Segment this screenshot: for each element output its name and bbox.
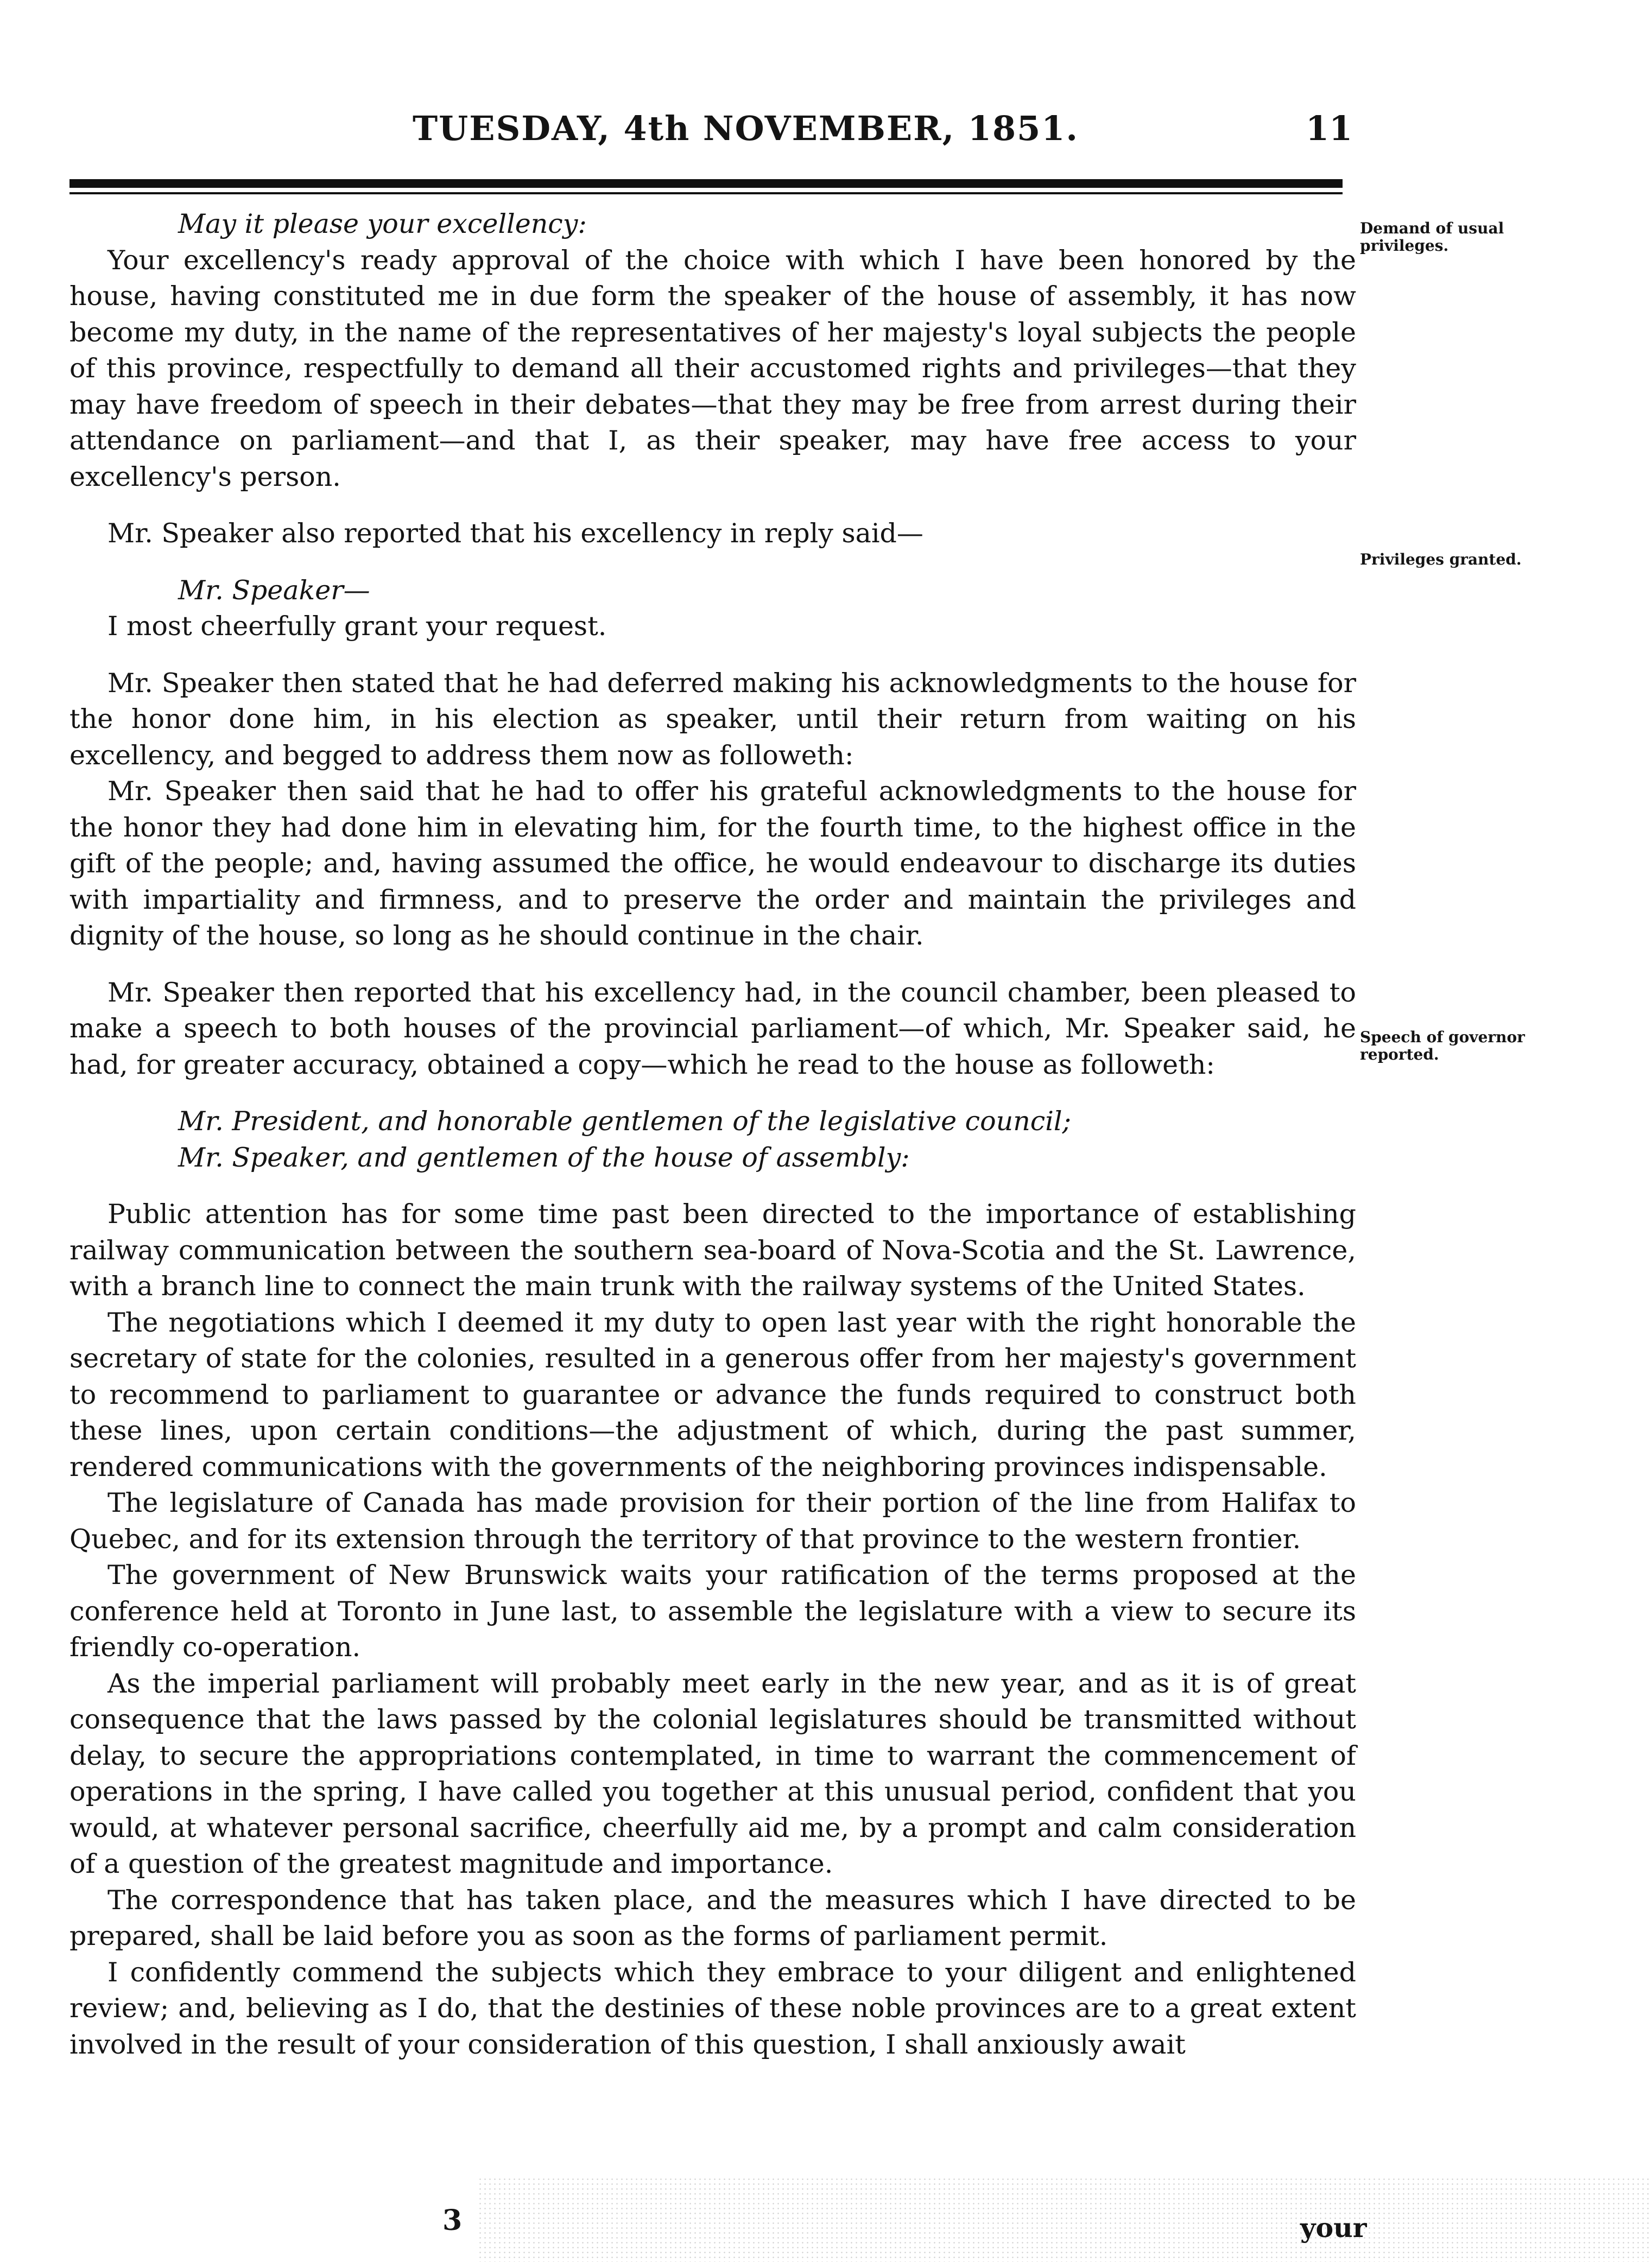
catchword: your [1300, 2212, 1367, 2244]
header-rule-thin [69, 192, 1343, 194]
address-line: Mr. Speaker, and gentlemen of the house of assembly: [178, 1142, 910, 1173]
salutation: May it please your excellency: [178, 208, 587, 239]
margin-note-granted: Privileges granted. [1360, 550, 1522, 568]
print-speckle [478, 2177, 1650, 2262]
salutation: Mr. Speaker— [178, 574, 370, 606]
paragraph: As the imperial parliament will probably meet early in the new year, and as it is of great consequence that the laws passed by the colonial legislatures should be transmitted without delay, to secure the appropriations contemplated, in time to warrant the commencement of operations in the spring, I have called you together at this unusual period, confident that you would, at whatever personal sacrifice, cheerfully aid me, by a prompt and calm consideration of a question of the greatest magnitude and importance. [69, 1668, 1356, 1879]
paragraph: The government of New Brunswick waits your ratification of the terms proposed at the conference held at Toronto in June last, to assemble the legislature with a view to secure its friendly co-operation. [69, 1560, 1356, 1663]
header-rule [69, 179, 1343, 188]
paragraph: Mr. Speaker then said that he had to offer his grateful acknowledgments to the house for the honor they had done him in elevating him, for the fourth time, to the highest office in the gift of the people; and, having assumed the office, he would endeavour to discharge its duties with impartiality and firmness, and to preserve the order and maintain the privileges and dignity of the house, so long as he should continue in the chair. [69, 776, 1356, 951]
signature-mark: 3 [442, 2204, 463, 2237]
paragraph: I most cheerfully grant your request. [107, 611, 607, 642]
paragraph: Mr. Speaker then stated that he had deferred making his acknowledgments to the house for the honor done him, in his election as speaker, until their return from waiting on his excellency, and begged to address them now as followeth: [69, 667, 1356, 771]
paragraph: The legislature of Canada has made provision for their portion of the line from Halifax to Quebec, and for its extension through the territory of that province to the western frontier. [69, 1487, 1356, 1555]
body-text [69, 206, 1356, 2063]
paragraph: Your excellency's ready approval of the choice with which I have been honored by the house, having constituted me in due form the speaker of the house of assembly, it has now become my duty, in the name of the representatives of her majesty's loyal subjects the people of this province, respectfully to demand all their accustomed rights and privileges—that they may have freedom of speech in their debates—that they may be free from arrest during their attendance on parliament—and that I, as their speaker, may have free access to your excellency's person. [69, 244, 1356, 492]
margin-note-demand: Demand of usual privileges. [1360, 219, 1504, 255]
paragraph: The negotiations which I deemed it my duty to open last year with the right honorable the secretary of state for the colonies, resulted in a generous offer from her majesty's government to recommend to parliament to guarantee or advance the funds required to construct both these lines, upon certain conditions—the adjustment of which, during the past summer, rendered communications with the governments of the neighboring provinces indispensable. [69, 1307, 1356, 1482]
paragraph: Public attention has for some time past been directed to the importance of establishing railway communication between the southern sea-board of Nova-Scotia and the St. Lawrence, with a branch line to connect the main trunk with the railway systems of the United States. [69, 1199, 1356, 1302]
page-number: 11 [1306, 109, 1353, 148]
margin-note-speech: Speech of governor reported. [1360, 1028, 1525, 1063]
paragraph: Mr. Speaker also reported that his excellency in reply said— [107, 518, 923, 549]
paragraph: The correspondence that has taken place, and the measures which I have directed to be prepared, shall be laid before you as soon as the forms of parliament permit. [69, 1884, 1356, 1951]
paragraph: I confidently commend the subjects which they embrace to your diligent and enlightened review; and, believing as I do, that the destinies of these noble provinces are to a great extent involved in the result of your consideration of this question, I shall anxiously await [69, 1956, 1356, 2060]
running-head: TUESDAY, 4th NOVEMBER, 1851. [413, 109, 1079, 148]
address-line: Mr. President, and honorable gentlemen of the legislative council; [178, 1106, 1072, 1137]
paragraph: Mr. Speaker then reported that his excellency had, in the council chamber, been pleased to make a speech to both houses of the provincial parliament—of which, Mr. Speaker said, he had, for greater accuracy, obtained a copy—which he read to the house as followeth: [69, 977, 1356, 1080]
